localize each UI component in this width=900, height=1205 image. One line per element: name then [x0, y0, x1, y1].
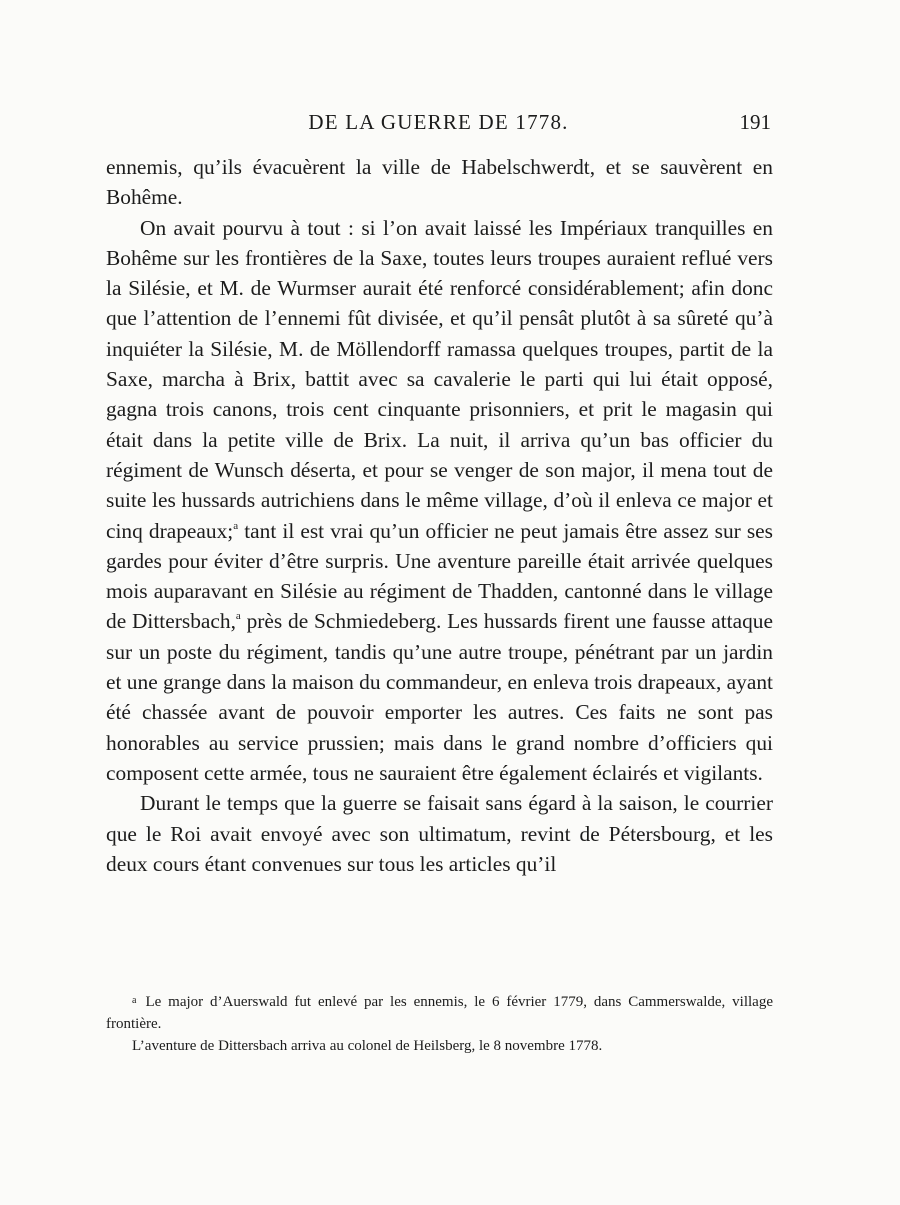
paragraph-2-part-c: près de Schmiedeberg. Les hussards firent une fausse attaque sur un poste du régiment, tandis qu’une autre troupe, pénétrant par un jardin et une grange dans la maison du commandeur, en enleva trois drapeaux, ayant été chassée avant de pouvoir emporter les autres. Ces faits ne sont pas honorables au service prussien; mais dans le grand nombre d’officiers qui composent cette armée, tous ne sauraient être également éclairés et vigilants. [106, 609, 773, 785]
paragraph-2-part-b: tant il est vrai qu’un officier ne peut jamais être assez sur ses gardes pour éviter d’être surpris. Une aventure pareille était arrivée quelques mois auparavant en Silésie au régiment de Thadden, cantonné dans le village de Dittersbach, [106, 518, 773, 634]
paragraph-2 [106, 213, 773, 789]
footnote-1-text: Le major d’Auerswald fut enlevé par les ennemis, le 6 février 1779, dans Cammerswalde, village frontière. [106, 994, 773, 1032]
page-number: 191 [739, 110, 771, 134]
main-text [106, 152, 773, 879]
running-title: DE LA GUERRE DE 1778. [308, 110, 569, 134]
footnote-ref-1: a [233, 519, 239, 532]
footnote-1 [106, 990, 773, 1035]
footnote-ref-2: a [235, 610, 241, 623]
paragraph-3: Durant le temps que la guerre se faisait sans égard à la saison, le courrier que le Roi avait envoyé avec son ultimatum, revint de Pétersbourg, et les deux cours étant convenues sur tous les articles qu’il [106, 791, 773, 876]
paragraph-1: ennemis, qu’ils évacuèrent la ville de Habelschwerdt, et se sauvèrent en Bohême. [106, 155, 773, 210]
page-header [106, 110, 771, 142]
footnotes [106, 990, 773, 1057]
footnote-marker: a [132, 995, 137, 1006]
footnote-2: L’aventure de Dittersbach arriva au colonel de Heilsberg, le 8 novembre 1778. [132, 1038, 603, 1054]
paragraph-2-part-a: On avait pourvu à tout : si l’on avait laissé les Impériaux tranquilles en Bohême sur les frontières de la Saxe, toutes leurs troupes auraient reflué vers la Silésie, et M. de Wurmser aurait été renforcé considérablement; afin donc que l’attention de l’ennemi fût divisée, et qu’il pensât plutôt à sa sûreté qu’à inquiéter la Silésie, M. de Möllendorff ramassa quelques troupes, partit de la Saxe, marcha à Brix, battit avec sa cavalerie le parti qui lui était opposé, gagna trois canons, trois cent cinquante prisonniers, et prit le magasin qui était dans la petite ville de Brix. La nuit, il arriva qu’un bas officier du régiment de Wunsch déserta, et pour se venger de son major, il mena tout de suite les hussards autrichiens dans le même village, d’où il enleva ce major et cinq drapeaux; [106, 215, 773, 543]
